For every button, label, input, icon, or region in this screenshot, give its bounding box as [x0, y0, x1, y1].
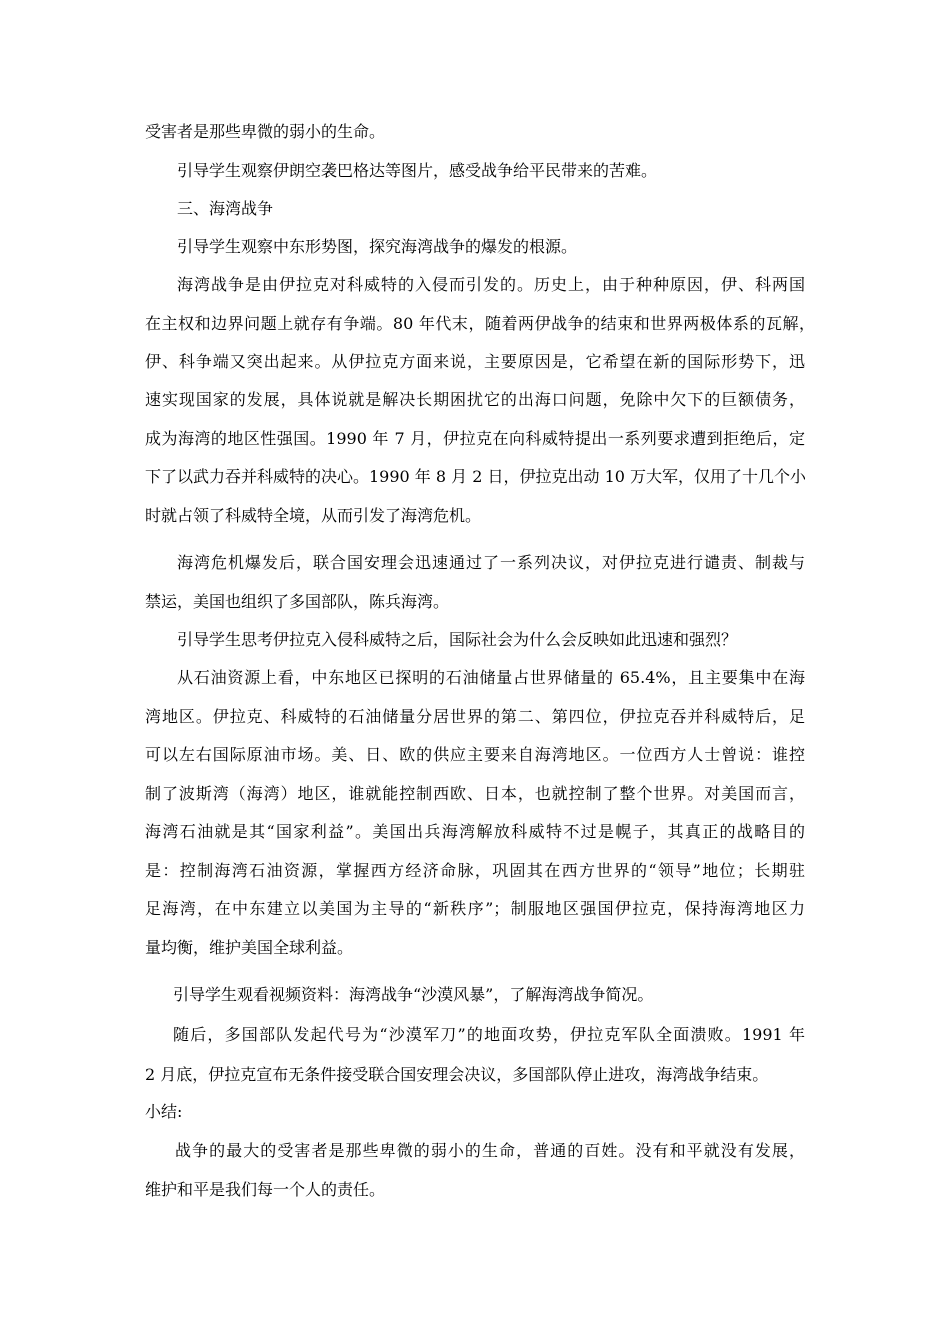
text-line: 伊、科争端又突出起来。从伊拉克方面来说，主要原因是，它希望在新的国际形势下，迅: [145, 352, 805, 371]
text-line: 量均衡，维护美国全球利益。: [145, 938, 354, 957]
text-line: 引导学生思考伊拉克入侵科威特之后，国际社会为什么会反映如此迅速和强烈？: [177, 630, 738, 649]
text-line: 2 月底，伊拉克宣布无条件接受联合国安理会决议，多国部队停止进攻，海湾战争结束。: [145, 1065, 769, 1084]
text-line: 湾地区。伊拉克、科威特的石油储量分居世界的第二、第四位，伊拉克吞并科威特后，足: [145, 707, 805, 726]
text-line: 下了以武力吞并科威特的决心。1990 年 8 月 2 日，伊拉克出动 10 万大军，仅用了十几个小: [145, 467, 807, 486]
text-line: 海湾危机爆发后，联合国安理会迅速通过了一系列决议，对伊拉克进行谴责、制裁与: [177, 553, 805, 572]
text-line: 维护和平是我们每一个人的责任。: [145, 1180, 386, 1199]
section-heading: 三、海湾战争: [177, 199, 274, 218]
text-line: 可以左右国际原油市场。美、日、欧的供应主要来自海湾地区。一位西方人士曾说：谁控: [145, 745, 805, 764]
text-line: 随后，多国部队发起代号为“沙漠军刀”的地面攻势，伊拉克军队全面溃败。1991 年: [173, 1025, 805, 1044]
text-line: 引导学生观看视频资料：海湾战争“沙漠风暴”，了解海湾战争简况。: [173, 985, 654, 1004]
summary-heading: 小结:: [145, 1102, 183, 1121]
text-line: 是：控制海湾石油资源，掌握西方经济命脉，巩固其在西方世界的“领导”地位；长期驻: [145, 861, 805, 880]
text-line: 从石油资源上看，中东地区已探明的石油储量占世界储量的 65.4%，且主要集中在海: [177, 668, 805, 687]
text-line: 受害者是那些卑微的弱小的生命。: [145, 122, 386, 141]
text-line: 成为海湾的地区性强国。1990 年 7 月，伊拉克在向科威特提出一系列要求遭到拒绝后，定: [145, 429, 805, 448]
text-line: 速实现国家的发展，具体说就是解决长期困扰它的出海口问题，免除中欠下的巨额债务，: [145, 390, 805, 409]
text-line: 足海湾，在中东建立以美国为主导的“新秩序”；制服地区强国伊拉克，保持海湾地区力: [145, 899, 805, 918]
text-line: 引导学生观察伊朗空袭巴格达等图片，感受战争给平民带来的苦难。: [177, 161, 658, 180]
text-line: 海湾石油就是其“国家利益”。美国出兵海湾解放科威特不过是幌子，其真正的战略目的: [145, 822, 805, 841]
text-line: 引导学生观察中东形势图，探究海湾战争的爆发的根源。: [177, 237, 578, 256]
text-line: 禁运，美国也组织了多国部队，陈兵海湾。: [145, 592, 450, 611]
text-line: 制了波斯湾（海湾）地区，谁就能控制西欧、日本，也就控制了整个世界。对美国而言，: [145, 784, 805, 803]
text-line: 时就占领了科威特全境，从而引发了海湾危机。: [145, 506, 482, 525]
text-line: 战争的最大的受害者是那些卑微的弱小的生命，普通的百姓。没有和平就没有发展，: [175, 1141, 805, 1160]
text-line: 在主权和边界问题上就存有争端。80 年代末，随着两伊战争的结束和世界两极体系的瓦解，: [145, 314, 815, 333]
text-line: 海湾战争是由伊拉克对科威特的入侵而引发的。历史上，由于种种原因，伊、科两国: [177, 275, 805, 294]
